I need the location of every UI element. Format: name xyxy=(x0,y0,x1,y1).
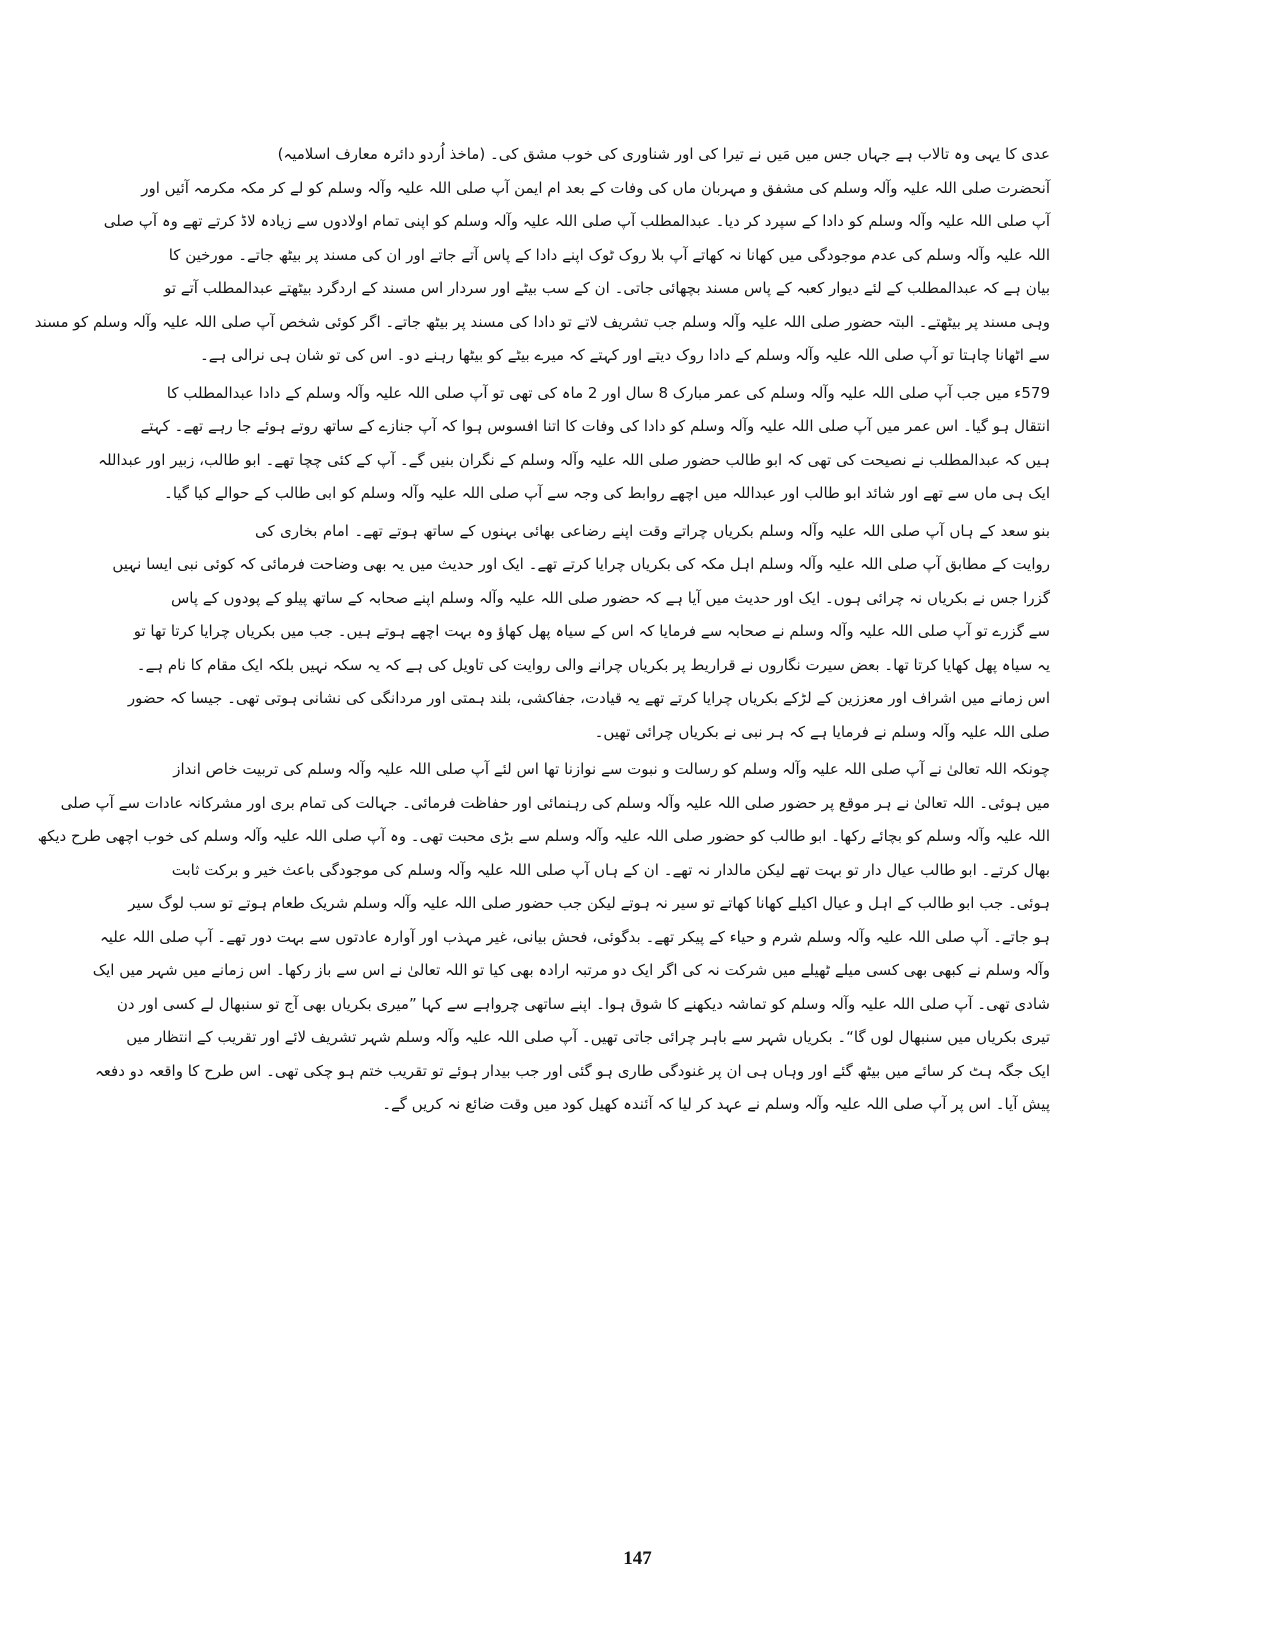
text-line: انتقال ہو گیا۔ اس عمر میں آپ صلی اللہ علیہ وآلہ وسلم کو دادا کی وفات کا اتنا افسوس ہوا کہ آپ جنازے کے ساتھ روتے ہوئے جا رہے تھے۔ کہتے xyxy=(140,417,1050,435)
paragraph xyxy=(98,377,1050,511)
text-line: آنحضرت صلی اللہ علیہ وآلہ وسلم کی مشفق و مہربان ماں کی وفات کے بعد ام ایمن آپ صلی اللہ علیہ وآلہ وسلم کو لے کر مکہ مکرمہ آئیں اور xyxy=(141,178,1050,197)
text-line: بھال کرتے۔ ابو طالب عیال دار تو بہت تھے لیکن مالدار نہ تھے۔ ان کے ہاں آپ صلی اللہ علیہ وآلہ وسلم کی موجودگی باعث خیر و برکت ثابت xyxy=(171,860,1050,879)
text-line: پیش آیا۔ اس پر آپ صلی اللہ علیہ وآلہ وسلم نے عہد کر لیا کہ آئندہ کھیل کود میں وقت ضائع نہ کریں گے۔ xyxy=(382,1095,1050,1113)
paragraph xyxy=(37,753,1050,1122)
text-line: ہو جاتے۔ آپ صلی اللہ علیہ وآلہ وسلم شرم و حیاء کے پیکر تھے۔ بدگوئی، فحش بیانی، غیر مہذب اور آوارہ عادتوں سے بہت دور تھے۔ آپ صلی اللہ علیہ xyxy=(99,927,1050,946)
text-line: ہوئی۔ جب ابو طالب کے اہل و عیال اکیلے کھانا کھاتے تو سیر نہ ہوتے لیکن جب حضور صلی اللہ علیہ وآلہ وسلم شریک طعام ہوتے تو سب لوگ سیر xyxy=(128,894,1050,912)
text-line: اس زمانے میں اشراف اور معززین کے لڑکے بکریاں چرایا کرتے تھے یہ قیادت، جفاکشی، بلند ہمتی اور مردانگی کی نشانی ہوتی تھی۔ جیسا کہ حضور xyxy=(127,689,1050,707)
text-line: 579ء میں جب آپ صلی اللہ علیہ وآلہ وسلم کی عمر مبارک 8 سال اور 2 ماہ کی تھی تو آپ صلی اللہ علیہ وآلہ وسلم کے دادا عبدالمطلب کا xyxy=(166,383,1050,402)
text-line: وآلہ وسلم نے کبھی بھی کسی میلے ٹھیلے میں شرکت نہ کی اگر ایک دو مرتبہ ارادہ بھی کیا تو اللہ تعالیٰ نے اس سے باز رکھا۔ اس زمانے میں شہر میں ایک xyxy=(92,961,1050,979)
text-line: چونکہ اللہ تعالیٰ نے آپ صلی اللہ علیہ وآلہ وسلم کو رسالت و نبوت سے نوازنا تھا اس لئے آپ صلی اللہ علیہ وآلہ وسلم کی تربیت خاص انداز xyxy=(173,760,1050,778)
text-line: عدی کا یہی وہ تالاب ہے جہاں جس میں مَیں نے تیرا کی اور شناوری کی خوب مشق کی۔ (ماخذ اُردو دائرہ معارف اسلامیہ) xyxy=(277,145,1050,163)
text-line: بنو سعد کے ہاں آپ صلی اللہ علیہ وآلہ وسلم بکریاں چراتے وقت اپنے رضاعی بھائی بہنوں کے ساتھ ہوتے تھے۔ امام بخاری کی xyxy=(255,521,1050,540)
text-line: ہیں کہ عبدالمطلب نے نصیحت کی تھی کہ ابو طالب حضور صلی اللہ علیہ وآلہ وسلم کے نگران بنیں گے۔ آپ کے کئی چچا تھے۔ ابو طالب، زبیر اور عبداللہ xyxy=(98,450,1050,469)
text-line: یہ سیاہ پھل کھایا کرتا تھا۔ بعض سیرت نگاروں نے قراریط پر بکریاں چرانے والی روایت کی تاویل کی ہے کہ یہ سکہ نہیں بلکہ ایک مقام کا نام ہے۔ xyxy=(136,655,1050,674)
text-line: آپ صلی اللہ علیہ وآلہ وسلم کو دادا کے سپرد کر دیا۔ عبدالمطلب آپ صلی اللہ علیہ وآلہ وسلم کو اپنی تمام اولادوں سے زیادہ لاڈ کرتے تھے وہ آپ صلی xyxy=(103,212,1050,230)
page-number: 147 xyxy=(623,1548,652,1569)
paragraph xyxy=(112,515,1050,750)
text-line: ایک ہی ماں سے تھے اور شائد ابو طالب اور عبداللہ میں اچھے روابط کی وجہ سے آپ صلی اللہ علیہ وآلہ وسلم کو ابی طالب کے حوالے کیا گیا۔ xyxy=(164,484,1050,502)
paragraph xyxy=(34,172,1050,373)
text-line: تیری بکریاں میں سنبھال لوں گا“۔ بکریاں شہر سے باہر چرائی جاتی تھیں۔ آپ صلی اللہ علیہ وآلہ وسلم شہر تشریف لائے اور تقریب کے انتظار میں xyxy=(126,1028,1050,1046)
text-line: ایک جگہ ہٹ کر سائے میں بیٹھ گئے اور وہاں ہی ان پر غنودگی طاری ہو گئی اور جب بیدار ہوئے تو تقریب ختم ہو چکی تھی۔ اس طرح کا واقعہ دو دفعہ xyxy=(95,1061,1050,1080)
text-line: سے گزرے تو آپ صلی اللہ علیہ وآلہ وسلم نے صحابہ سے فرمایا کہ اس کے سیاہ پھل کھاؤ وہ بہت اچھے ہوتے ہیں۔ جب میں بکریاں چرایا کرتا تھا تو xyxy=(133,622,1050,640)
paragraph xyxy=(255,138,1050,172)
text-line: میں ہوئی۔ اللہ تعالیٰ نے ہر موقع پر حضور صلی اللہ علیہ وآلہ وسلم کی رہنمائی اور حفاظت فرمائی۔ جہالت کی تمام بری اور مشرکانہ عادات سے آپ صلی xyxy=(60,793,1050,812)
text-line: صلی اللہ علیہ وآلہ وسلم نے فرمایا ہے کہ ہر نبی نے بکریاں چرائی تھیں۔ xyxy=(594,722,1050,741)
text-line: وہی مسند پر بیٹھتے۔ البتہ حضور صلی اللہ علیہ وآلہ وسلم جب تشریف لاتے تو دادا کی مسند پر بیٹھ جاتے۔ اگر کوئی شخص آپ صلی اللہ علیہ وآلہ وسلم کو مسند xyxy=(34,312,1050,331)
text-line: اللہ علیہ وآلہ وسلم کو بچائے رکھا۔ ابو طالب کو حضور صلی اللہ علیہ وآلہ وسلم سے بڑی محبت تھی۔ وہ آپ صلی اللہ علیہ وآلہ وسلم کی خوب اچھی طرح دیکھ xyxy=(37,827,1050,845)
text-line: گزرا جس نے بکریاں نہ چرائی ہوں۔ ایک اور حدیث میں آیا ہے کہ حضور صلی اللہ علیہ وآلہ وسلم اپنے صحابہ کے ساتھ پیلو کے پودوں کے پاس xyxy=(170,588,1050,607)
text-line: روایت کے مطابق آپ صلی اللہ علیہ وآلہ وسلم اہل مکہ کی بکریاں چرایا کرتے تھے۔ ایک اور حدیث میں یہ بھی وضاحت فرمائی کہ کوئی نبی ایسا نہیں xyxy=(112,555,1050,573)
text-line: بیان ہے کہ عبدالمطلب کے لئے دیوار کعبہ کے پاس مسند بچھائی جاتی۔ ان کے سب بیٹے اور سردار اس مسند کے اردگرد بیٹھتے عبدالمطلب آتے تو xyxy=(164,279,1050,297)
text-line: اللہ علیہ وآلہ وسلم کی عدم موجودگی میں کھانا نہ کھاتے آپ بلا روک ٹوک اپنے دادا کے پاس آتے جاتے اور ان کی مسند پر بیٹھ جاتے۔ مورخین کا xyxy=(168,245,1050,264)
text-line: سے اٹھانا چاہتا تو آپ صلی اللہ علیہ وآلہ وسلم کے دادا روک دیتے اور کہتے کہ میرے بیٹے کو بیٹھا رہنے دو۔ اس کی تو شان ہی نرالی ہے۔ xyxy=(200,346,1050,364)
text-line: شادی تھی۔ آپ صلی اللہ علیہ وآلہ وسلم کو تماشہ دیکھنے کا شوق ہوا۔ اپنے ساتھی چرواہے سے کہا ”میری بکریاں بھی آج تو سنبھال لے کسی اور دن xyxy=(116,994,1050,1013)
body-text xyxy=(34,138,1050,1122)
